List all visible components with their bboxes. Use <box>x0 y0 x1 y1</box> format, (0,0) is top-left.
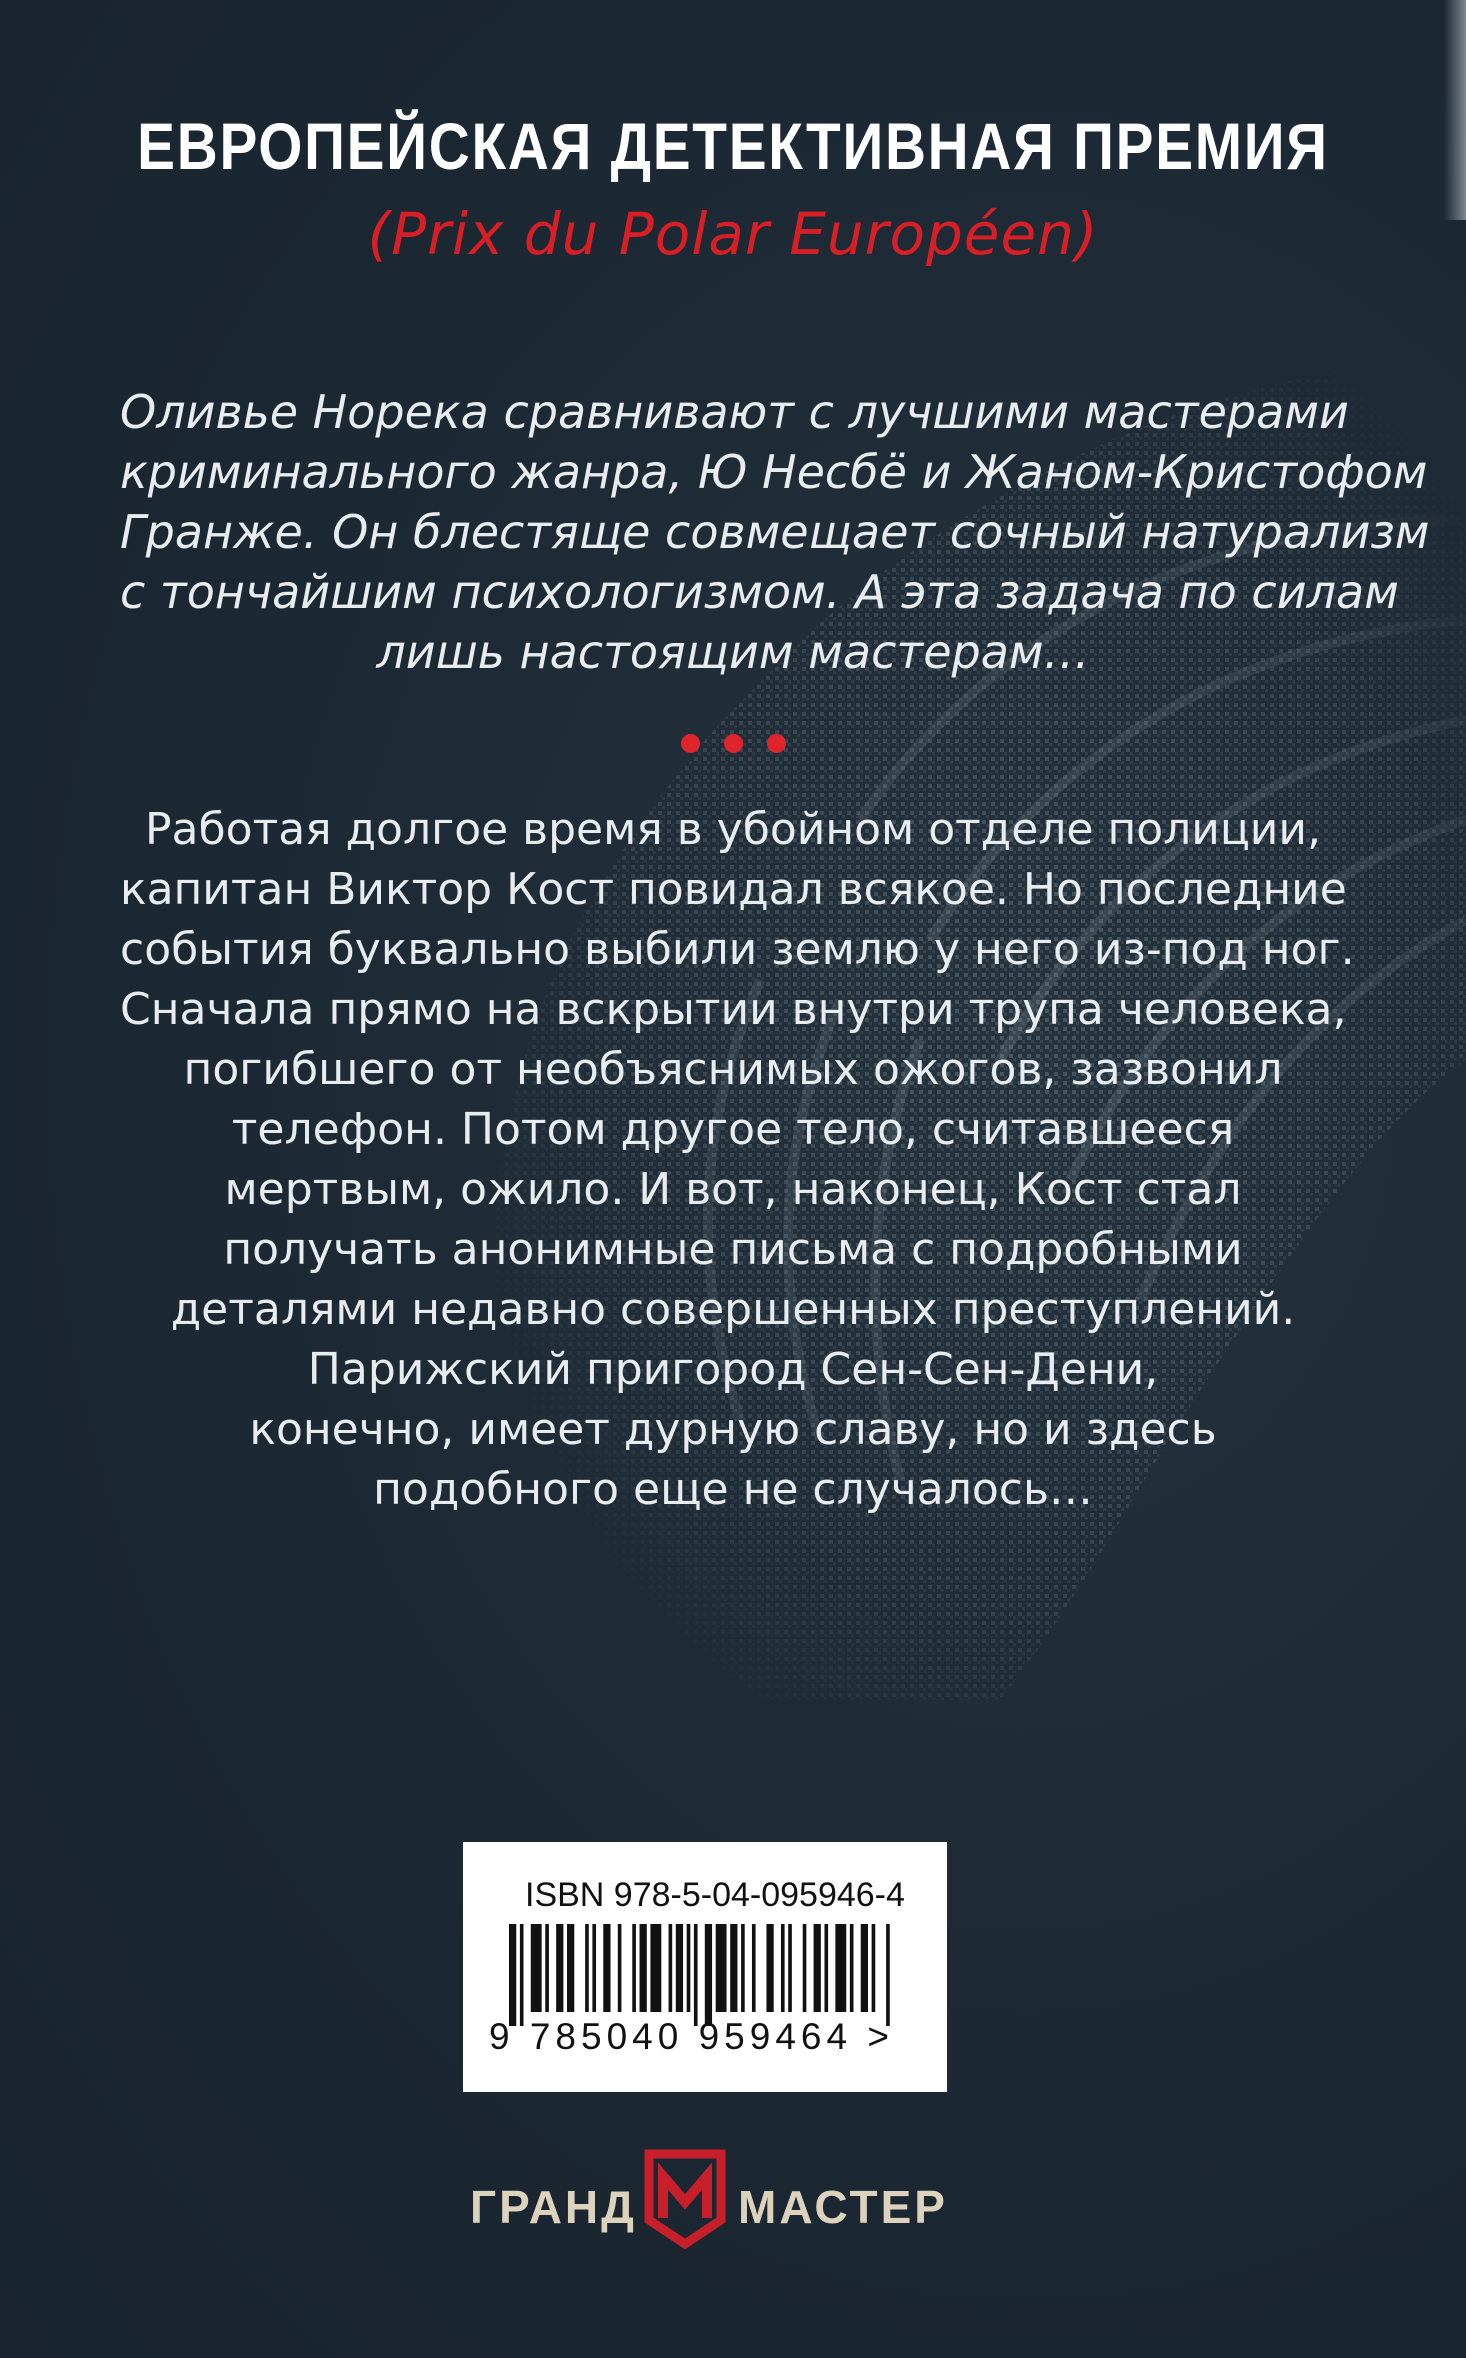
blurb-line: телефон. Потом другое тело, считавшееся <box>231 1104 1235 1155</box>
quote-line: с тончайшим психологизмом. А эта задача по силам <box>120 565 1399 619</box>
quote-line: лишь настоящим мастерам… <box>376 625 1090 679</box>
blurb-line: события буквально выбили землю у него из-под ног. <box>120 924 1355 975</box>
grandmaster-m-shield-icon <box>643 2146 727 2250</box>
review-quote <box>120 382 1430 682</box>
separator-dot <box>724 734 743 753</box>
separator-dots <box>0 734 1466 758</box>
publisher-word-right: МАСТЕР <box>738 2181 948 2233</box>
blurb-line: Работая долгое время в убойном отделе полиции, <box>145 804 1321 855</box>
book-blurb <box>120 800 1355 1520</box>
isbn-barcode <box>463 1842 947 2092</box>
blurb-line: Сначала прямо на вскрытии внутри трупа человека, <box>120 984 1347 1035</box>
quote-line: Оливье Норека сравнивают с лучшими мастерами <box>120 385 1349 439</box>
blurb-line: конечно, имеет дурную славу, но и здесь <box>249 1404 1217 1455</box>
separator-dot <box>681 734 700 753</box>
page-edge-highlight <box>1444 0 1466 220</box>
award-title: ЕВРОПЕЙСКАЯ ДЕТЕКТИВНАЯ ПРЕМИЯ <box>137 109 1329 183</box>
isbn-label: ISBN 978-5-04-095946-4 <box>525 1876 905 1914</box>
blurb-line: капитан Виктор Кост повидал всякое. Но последние <box>120 864 1347 915</box>
blurb-line: мертвым, ожило. И вот, наконец, Кост стал <box>224 1164 1242 1215</box>
award-subtitle: (Prix du Polar Européen) <box>367 200 1099 268</box>
blurb-line: погибшего от необъяснимых ожогов, зазвонил <box>183 1044 1283 1095</box>
publisher-word-left: ГРАНД <box>470 2181 637 2233</box>
quote-line: криминального жанра, Ю Несбё и Жаном-Кристофом <box>120 445 1428 499</box>
blurb-line: получать анонимные письма с подробными <box>223 1224 1243 1275</box>
ean-digits: 9 785040 959464 > <box>489 2016 894 2057</box>
blurb-line: Парижский пригород Сен-Сен-Дени, <box>307 1344 1159 1395</box>
publisher-logo <box>0 2146 1466 2256</box>
blurb-line: подобного еще не случалось… <box>373 1464 1093 1515</box>
blurb-line: деталями недавно совершенных преступлений. <box>170 1284 1296 1335</box>
barcode-bars-icon <box>509 1924 897 2026</box>
quote-line: Гранже. Он блестяще совмещает сочный натурализм <box>120 505 1430 559</box>
separator-dot <box>767 734 786 753</box>
